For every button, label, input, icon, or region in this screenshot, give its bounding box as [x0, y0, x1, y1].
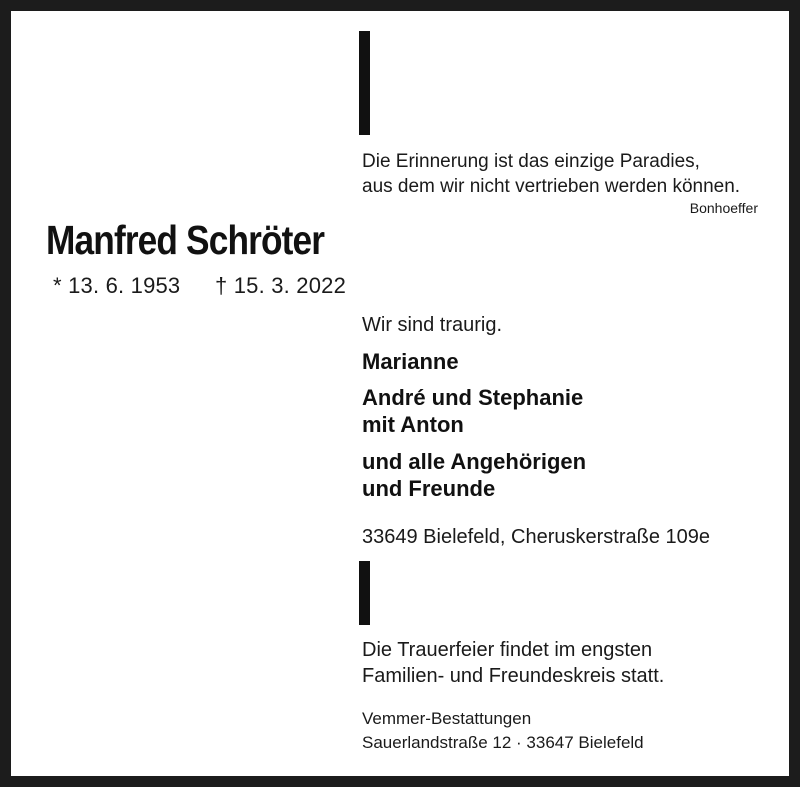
- decorative-bar-top: [359, 31, 370, 135]
- mourner-marianne: Marianne: [362, 349, 459, 374]
- birth-date: * 13. 6. 1953: [53, 273, 181, 298]
- ceremony-line-1: Die Trauerfeier findet im engsten: [362, 639, 653, 661]
- mourner-andre-stephanie: André und Stephanie mit Anton: [362, 385, 584, 437]
- funeral-home: [362, 707, 644, 755]
- funeral-home-address: Sauerlandstraße 12 · 33647 Bielefeld: [362, 733, 644, 752]
- deceased-name: Manfred Schröter: [46, 217, 325, 263]
- mourner-relatives: und alle Angehörigen und Freunde: [362, 449, 587, 501]
- ceremony-info: [362, 637, 664, 689]
- quote-line-1: Die Erinnerung ist das einzige Paradies,: [362, 151, 700, 172]
- decorative-bar-bottom: [359, 561, 370, 625]
- mourning-intro: Wir sind traurig.: [362, 314, 503, 336]
- quote-line-2: aus dem wir nicht vertrieben werden können.: [362, 176, 741, 197]
- quote-author: Bonhoeffer: [689, 200, 758, 216]
- quote-block: [362, 149, 740, 199]
- funeral-home-name: Vemmer-Bestattungen: [362, 709, 532, 728]
- death-date: † 15. 3. 2022: [215, 273, 347, 298]
- family-address: 33649 Bielefeld, Cheruskerstraße 109e: [362, 526, 710, 548]
- ceremony-line-2: Familien- und Freundeskreis statt.: [362, 665, 665, 687]
